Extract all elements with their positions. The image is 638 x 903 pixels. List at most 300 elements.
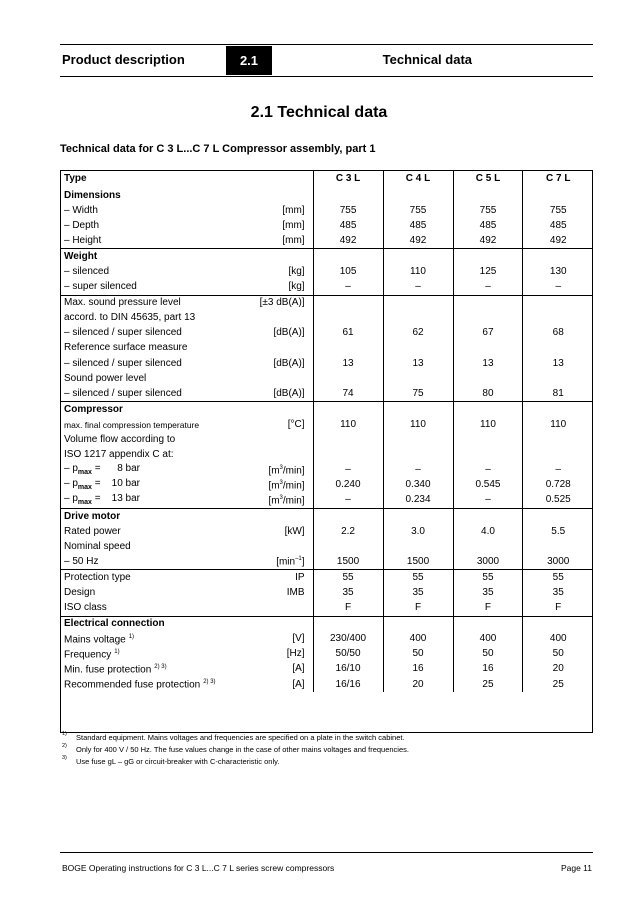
value-cell: 35 — [383, 585, 453, 600]
row-unit — [246, 188, 313, 203]
row-label-text: – Width — [64, 204, 98, 216]
row-label-text: – silenced / super silenced — [64, 387, 182, 399]
value-cell: 400 — [549, 633, 567, 645]
unit-superscript: 3 — [279, 464, 283, 471]
table-row — [60, 402, 593, 418]
row-label — [60, 218, 246, 233]
row-label-text: Rated power — [64, 525, 121, 537]
value-cell — [313, 539, 383, 554]
row-label-text: Max. sound pressure level — [64, 297, 181, 309]
row-label — [60, 585, 246, 600]
value-cell — [453, 448, 523, 463]
row-unit — [246, 448, 313, 463]
row-label — [60, 264, 246, 279]
value-cell: 25 — [453, 677, 523, 692]
value-cell: – — [383, 280, 453, 296]
value-cell: – — [453, 493, 523, 509]
unit-text: [kW] — [284, 525, 305, 537]
table-row — [60, 493, 593, 509]
value-cell — [383, 539, 453, 554]
row-label — [60, 433, 246, 448]
row-label-text: Drive motor — [64, 510, 121, 522]
unit-superscript: 3 — [279, 494, 283, 501]
value-cell: 74 — [313, 386, 383, 402]
unit-text: [V] — [292, 633, 305, 645]
model-header: C 4 L — [383, 170, 453, 188]
value-cell — [523, 508, 593, 524]
row-unit — [246, 433, 313, 448]
table-row — [60, 524, 593, 539]
row-unit — [246, 249, 313, 265]
row-label-text: Protection type — [64, 571, 131, 583]
row-label-text: – p — [64, 463, 78, 475]
unit-text: [dB(A)] — [273, 327, 305, 339]
model-header: C 7 L — [546, 173, 571, 184]
value-cell — [383, 249, 453, 265]
value-cell: 61 — [313, 326, 383, 341]
row-label — [60, 386, 246, 402]
row-label-text: – p — [64, 493, 78, 505]
row-unit — [246, 311, 313, 326]
table-row — [60, 371, 593, 386]
value-cell: – — [453, 280, 523, 296]
value-cell — [453, 508, 523, 524]
value-cell: – — [313, 493, 383, 509]
row-unit — [246, 402, 313, 418]
value-cell: 13 — [313, 356, 383, 371]
value-cell: 81 — [552, 387, 564, 399]
unit-text: [dB(A)] — [273, 387, 305, 399]
unit-suffix: /min] — [282, 495, 305, 507]
table-row — [60, 539, 593, 554]
value-cell: 0.240 — [313, 478, 383, 493]
table-header-row — [60, 170, 593, 188]
row-unit — [246, 508, 313, 524]
row-unit — [246, 326, 313, 341]
value-cell — [383, 311, 453, 326]
table-row — [60, 585, 593, 600]
row-unit — [246, 295, 313, 311]
table-row — [60, 326, 593, 341]
table-row — [60, 233, 593, 249]
value-cell — [383, 341, 453, 356]
value-cell: 13 — [383, 356, 453, 371]
table-body — [60, 188, 593, 692]
unit-text: [m — [268, 464, 280, 476]
row-label — [60, 311, 246, 326]
value-cell — [523, 311, 593, 326]
value-cell: 0.525 — [545, 494, 571, 506]
value-cell: 2.2 — [313, 524, 383, 539]
value-cell: F — [453, 601, 523, 617]
value-cell: 492 — [453, 233, 523, 249]
unit-text: [Hz] — [286, 648, 305, 660]
value-cell: 55 — [523, 570, 593, 586]
row-unit — [246, 341, 313, 356]
row-unit — [246, 539, 313, 554]
table-row — [60, 295, 593, 311]
row-unit — [246, 647, 313, 662]
unit-text: [min — [276, 556, 296, 568]
value-cell — [313, 433, 383, 448]
table-row — [60, 616, 593, 632]
unit-suffix: /min] — [282, 464, 305, 476]
row-label — [60, 677, 246, 692]
value-cell — [453, 311, 523, 326]
table-row — [60, 433, 593, 448]
value-cell: 1500 — [383, 554, 453, 570]
row-unit — [246, 478, 313, 493]
table-row — [60, 448, 593, 463]
unit-superscript: –1 — [295, 556, 302, 563]
value-cell: 485 — [549, 219, 567, 231]
unit-text: [mm] — [282, 219, 305, 231]
row-label-text: – Height — [64, 234, 102, 246]
value-cell — [523, 448, 593, 463]
table-row — [60, 463, 593, 478]
row-label — [60, 356, 246, 371]
type-header: Type — [64, 173, 87, 184]
value-cell: 50 — [552, 648, 564, 660]
value-cell: 13 — [552, 357, 564, 369]
header-bottom-rule — [60, 76, 593, 77]
value-cell: – — [313, 280, 383, 296]
row-label-text: Recommended fuse protection — [64, 679, 201, 691]
row-label — [60, 463, 246, 478]
unit-text: [A] — [292, 678, 305, 690]
unit-suffix: ] — [301, 556, 305, 568]
value-cell — [523, 188, 593, 203]
value-cell — [383, 448, 453, 463]
row-label-text: Frequency — [64, 649, 112, 661]
footnote-reference: 1) — [128, 633, 135, 640]
row-label-text: Sound power level — [64, 372, 147, 384]
row-label-text: Nominal speed — [64, 540, 131, 552]
value-cell: 492 — [549, 234, 567, 246]
value-cell: 20 — [383, 677, 453, 692]
value-cell: 50 — [453, 647, 523, 662]
value-cell: 75 — [383, 386, 453, 402]
value-cell: 13 — [453, 356, 523, 371]
footnote-text: Only for 400 V / 50 Hz. The fuse values change in the case of other mains voltages and frequencies. — [76, 745, 409, 754]
value-cell — [383, 295, 453, 311]
unit-text: [kg] — [288, 266, 305, 278]
footnote-mark: 2) — [62, 743, 67, 749]
table-caption: Technical data for C 3 L...C 7 L Compressor assembly, part 1 — [60, 143, 376, 155]
value-cell: 5.5 — [551, 525, 566, 537]
value-cell — [523, 539, 593, 554]
row-label — [60, 280, 246, 296]
row-unit — [246, 632, 313, 647]
value-cell — [453, 341, 523, 356]
table-row — [60, 554, 593, 570]
value-cell: – — [555, 464, 562, 476]
value-cell: 68 — [552, 327, 564, 339]
value-cell: 35 — [552, 586, 564, 598]
value-cell: 55 — [383, 570, 453, 586]
value-cell — [313, 402, 383, 418]
row-unit — [246, 203, 313, 218]
value-cell: 50 — [383, 647, 453, 662]
value-cell — [313, 188, 383, 203]
value-cell — [383, 402, 453, 418]
footnote-reference: 2) 3) — [203, 678, 216, 685]
row-label-text: Reference surface measure — [64, 342, 188, 354]
table-row — [60, 508, 593, 524]
value-cell — [383, 188, 453, 203]
page-title: 2.1 Technical data — [250, 104, 388, 121]
row-label — [60, 478, 246, 493]
footnote-text: Use fuse gL – gG or circuit-breaker with C-characteristic only. — [76, 757, 280, 766]
footnote-text: Standard equipment. Mains voltages and frequencies are specified on a plate in the switch cabinet. — [76, 733, 405, 742]
table-row — [60, 311, 593, 326]
value-cell: 67 — [453, 326, 523, 341]
row-label-text: – silenced — [64, 266, 110, 278]
row-label-text: – Depth — [64, 219, 100, 231]
footnote — [62, 743, 409, 754]
value-cell: – — [313, 463, 383, 478]
value-cell — [523, 616, 593, 632]
row-label — [60, 341, 246, 356]
unit-text: [mm] — [282, 234, 305, 246]
table-row — [60, 264, 593, 279]
label-subscript: max — [77, 499, 92, 507]
unit-superscript: 3 — [279, 479, 283, 486]
table-row — [60, 647, 593, 662]
model-header: C 3 L — [313, 170, 383, 188]
row-unit — [246, 463, 313, 478]
row-unit — [246, 554, 313, 570]
row-label — [60, 402, 246, 418]
footer-rule — [60, 852, 593, 853]
value-cell: 3.0 — [383, 524, 453, 539]
value-cell — [453, 539, 523, 554]
value-cell — [453, 402, 523, 418]
value-cell: 110 — [313, 417, 383, 432]
value-cell: 492 — [313, 233, 383, 249]
value-cell — [523, 295, 593, 311]
value-cell: 485 — [383, 218, 453, 233]
value-cell — [383, 433, 453, 448]
value-cell — [313, 508, 383, 524]
table-row — [60, 677, 593, 692]
row-label-text: Dimensions — [64, 189, 121, 201]
value-cell: 400 — [383, 632, 453, 647]
row-unit — [246, 601, 313, 617]
unit-suffix: /min] — [282, 479, 305, 491]
value-cell: 492 — [383, 233, 453, 249]
row-label — [60, 448, 246, 463]
label-suffix: = 13 bar — [91, 493, 141, 505]
value-cell: – — [453, 463, 523, 478]
value-cell: 0.545 — [453, 478, 523, 493]
table-row — [60, 249, 593, 265]
value-cell: 230/400 — [313, 632, 383, 647]
value-cell — [523, 402, 593, 418]
unit-text: IP — [295, 571, 305, 583]
value-cell: – — [555, 281, 562, 293]
value-cell: 16 — [453, 662, 523, 677]
value-cell — [453, 295, 523, 311]
row-label-text: – super silenced — [64, 281, 137, 293]
row-label-text: max. final compression temperature — [64, 419, 200, 430]
value-cell — [523, 249, 593, 265]
value-cell — [313, 295, 383, 311]
row-unit — [246, 662, 313, 677]
row-unit — [246, 677, 313, 692]
value-cell: 20 — [552, 663, 564, 675]
row-label — [60, 570, 246, 586]
value-cell — [383, 616, 453, 632]
value-cell: 16 — [383, 662, 453, 677]
value-cell — [313, 448, 383, 463]
footnote-reference: 2) 3) — [154, 663, 167, 670]
table-row — [60, 218, 593, 233]
unit-text: [±3 dB(A)] — [259, 297, 305, 309]
table-row — [60, 341, 593, 356]
row-label-text: Mains voltage — [64, 633, 126, 645]
unit-text: IMB — [286, 586, 305, 598]
row-label — [60, 188, 246, 203]
row-label — [60, 326, 246, 341]
value-cell: 0.728 — [545, 479, 571, 491]
unit-text: [A] — [292, 663, 305, 675]
row-label-text: ISO 1217 appendix C at: — [64, 449, 174, 461]
row-unit — [246, 493, 313, 509]
header-section-title: Product description — [62, 52, 185, 67]
label-subscript: max — [77, 484, 92, 492]
value-cell: – — [383, 463, 453, 478]
unit-text: [kg] — [288, 281, 305, 293]
row-label — [60, 203, 246, 218]
value-cell — [313, 341, 383, 356]
value-cell: F — [383, 601, 453, 617]
table-row — [60, 632, 593, 647]
row-label — [60, 249, 246, 265]
value-cell: 400 — [453, 632, 523, 647]
value-cell: 62 — [383, 326, 453, 341]
row-label-text: Volume flow according to — [64, 434, 176, 446]
footnote-mark: 1) — [62, 731, 67, 737]
row-label-text: – p — [64, 478, 78, 490]
value-cell: 485 — [313, 218, 383, 233]
value-cell: 16/16 — [313, 677, 383, 692]
value-cell: 755 — [549, 204, 567, 216]
value-cell: 105 — [313, 264, 383, 279]
row-label-text: Weight — [64, 250, 98, 262]
value-cell: 80 — [453, 386, 523, 402]
header-top-rule — [60, 44, 593, 45]
value-cell — [453, 371, 523, 386]
unit-header — [246, 170, 313, 188]
value-cell — [313, 311, 383, 326]
value-cell: 125 — [453, 264, 523, 279]
row-label — [60, 233, 246, 249]
footer-document-title: BOGE Operating instructions for C 3 L...C 7 L series screw compressors — [62, 863, 335, 873]
value-cell: 4.0 — [453, 524, 523, 539]
row-unit — [246, 585, 313, 600]
row-label-text: Electrical connection — [64, 618, 165, 630]
value-cell: 0.234 — [383, 493, 453, 509]
row-label — [60, 508, 246, 524]
row-label — [60, 601, 246, 617]
model-header: C 5 L — [453, 170, 523, 188]
row-label-text: – 50 Hz — [64, 555, 99, 567]
value-cell: 110 — [383, 417, 453, 432]
row-unit — [246, 616, 313, 632]
row-unit — [246, 233, 313, 249]
row-unit — [246, 264, 313, 279]
unit-text: [°C] — [287, 418, 305, 430]
header-topic-title: Technical data — [382, 52, 472, 67]
label-suffix: = 10 bar — [91, 478, 141, 490]
value-cell: 55 — [313, 570, 383, 586]
value-cell: 755 — [313, 203, 383, 218]
value-cell: F — [313, 601, 383, 617]
row-label-text: – silenced / super silenced — [64, 327, 182, 339]
row-label-text: Design — [64, 586, 96, 598]
row-label — [60, 647, 246, 662]
value-cell — [313, 371, 383, 386]
row-label — [60, 295, 246, 311]
table-row — [60, 188, 593, 203]
row-unit — [246, 371, 313, 386]
value-cell: 110 — [550, 418, 567, 430]
row-unit — [246, 524, 313, 539]
unit-text: [m — [268, 495, 280, 507]
row-unit — [246, 570, 313, 586]
row-unit — [246, 280, 313, 296]
unit-text: [dB(A)] — [273, 357, 305, 369]
row-label — [60, 554, 246, 570]
value-cell: 755 — [453, 203, 523, 218]
table-row — [60, 478, 593, 493]
row-label-text: accord. to DIN 45635, part 13 — [64, 312, 196, 324]
value-cell — [313, 249, 383, 265]
value-cell: 1500 — [313, 554, 383, 570]
row-label — [60, 417, 246, 432]
row-label — [60, 524, 246, 539]
value-cell: 485 — [453, 218, 523, 233]
table-row — [60, 356, 593, 371]
header-section-number: 2.1 — [226, 46, 272, 75]
footnote — [62, 755, 280, 766]
table-row — [60, 570, 593, 586]
table-row — [60, 280, 593, 296]
value-cell — [523, 341, 593, 356]
value-cell — [453, 249, 523, 265]
row-label — [60, 662, 246, 677]
value-cell — [453, 616, 523, 632]
value-cell — [313, 616, 383, 632]
value-cell — [453, 433, 523, 448]
footnote-reference: 1) — [114, 648, 120, 655]
value-cell — [453, 188, 523, 203]
row-unit — [246, 218, 313, 233]
value-cell: 3000 — [453, 554, 523, 570]
value-cell: 35 — [453, 585, 523, 600]
value-cell — [383, 508, 453, 524]
row-unit — [246, 356, 313, 371]
table-row — [60, 386, 593, 402]
value-cell: 50/50 — [313, 647, 383, 662]
row-label — [60, 539, 246, 554]
footnote — [62, 731, 405, 742]
page-number: Page 11 — [560, 863, 592, 873]
row-label — [60, 616, 246, 632]
value-cell: 35 — [313, 585, 383, 600]
value-cell: 25 — [552, 678, 564, 690]
